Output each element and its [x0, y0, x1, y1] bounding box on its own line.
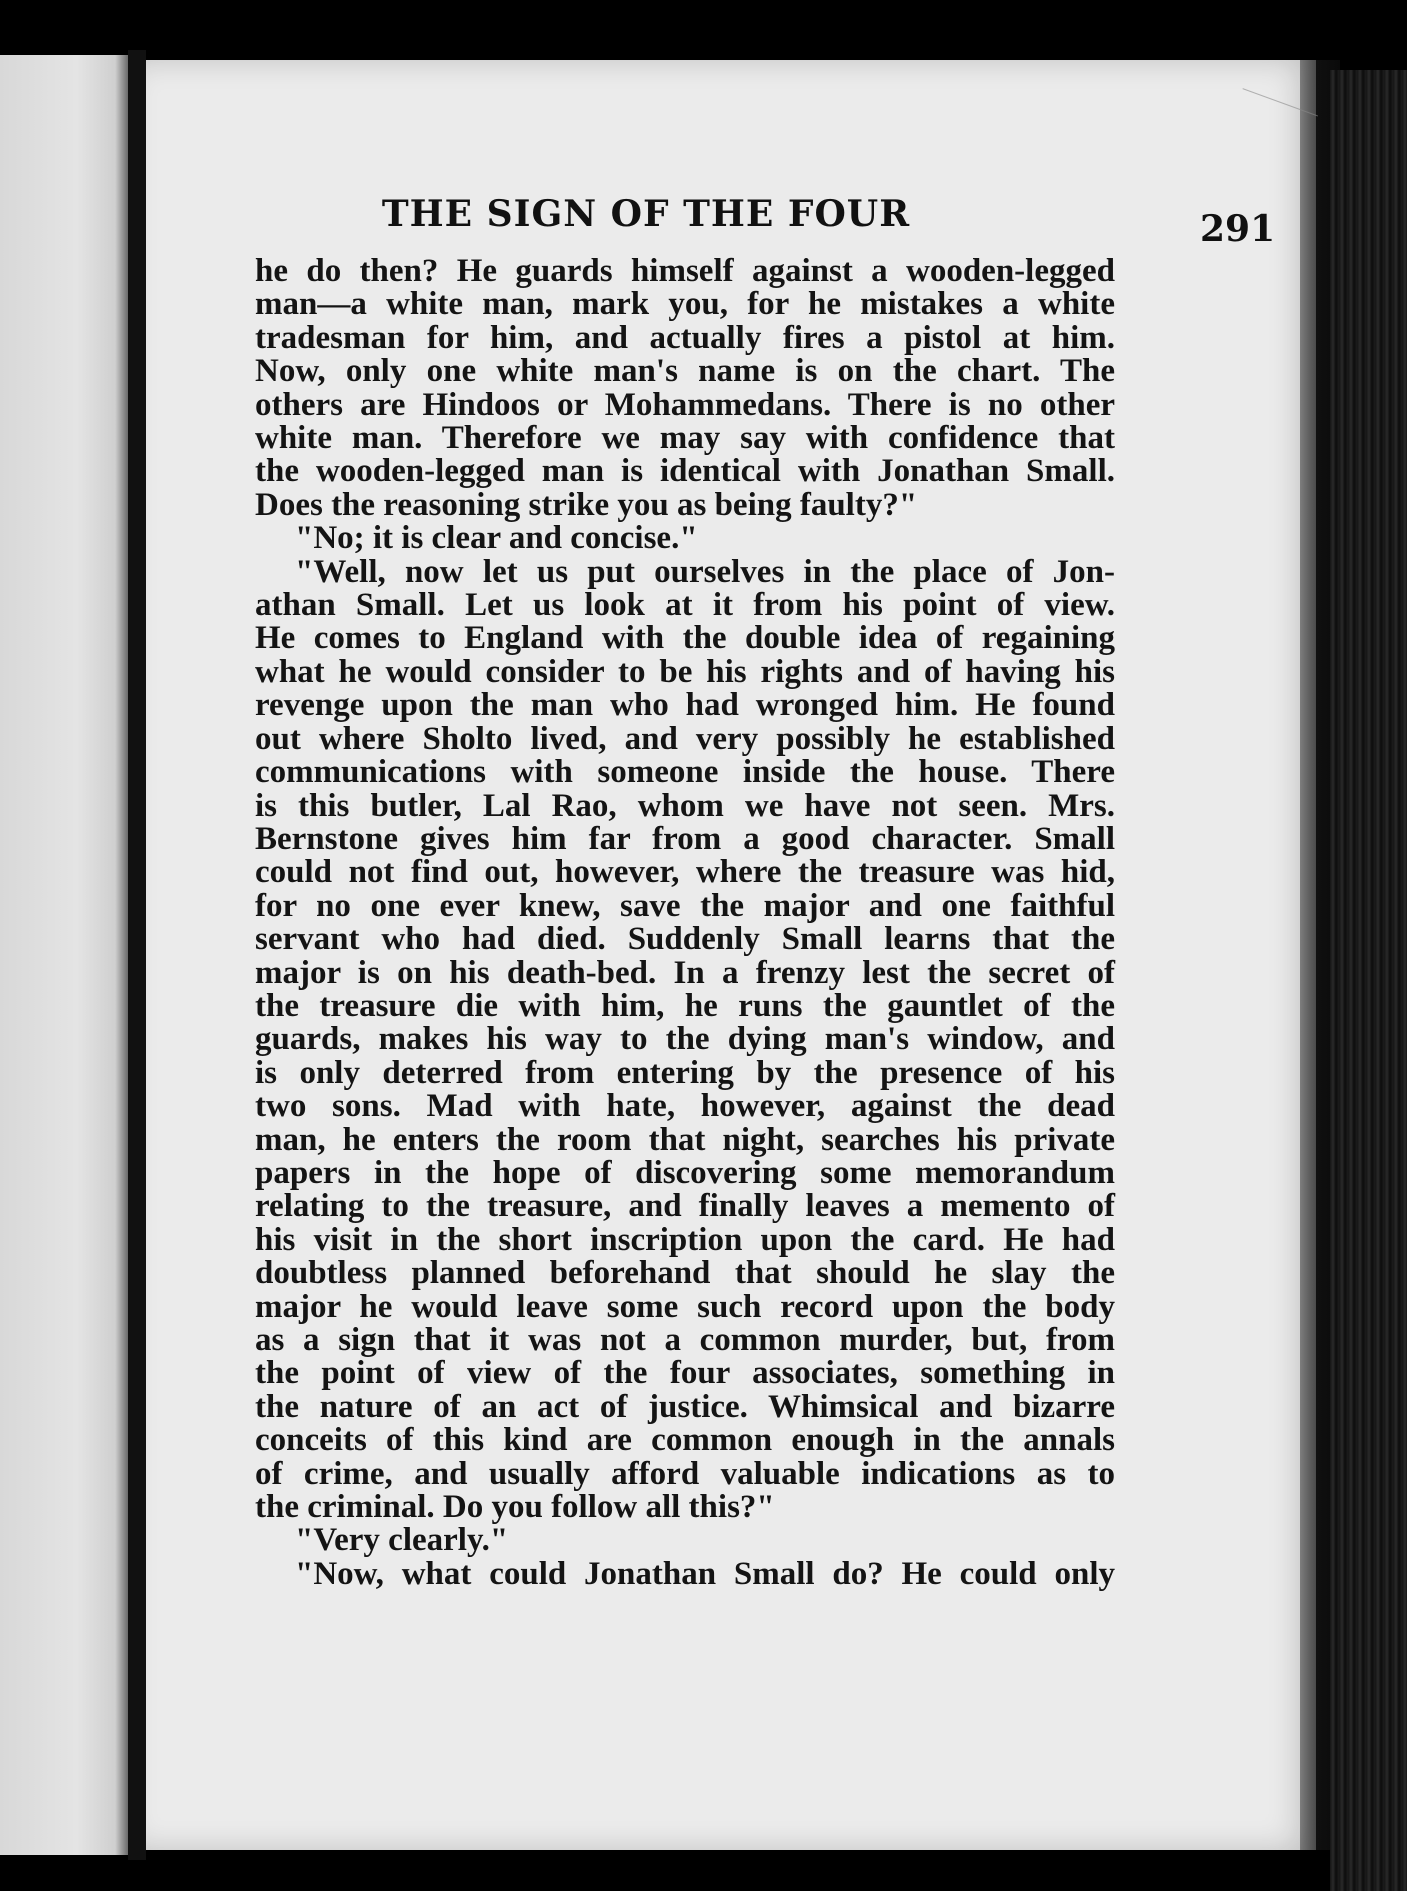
text-line: Bernstone gives him far from a good character. Small	[255, 820, 1115, 857]
text-line: as a sign that it was not a common murder, but, from	[255, 1322, 1115, 1358]
text-line: guards, makes his way to the dying man's window, and	[255, 1021, 1115, 1058]
text-line: he do then? He guards himself against a wooden-legged	[255, 253, 1115, 289]
text-line: communications with someone inside the house. There	[255, 754, 1115, 791]
text-line: papers in the hope of discovering some memorandum	[255, 1154, 1115, 1191]
text-line: revenge upon the man who had wronged him. He found	[255, 687, 1115, 724]
text-line: "No; it is clear and concise."	[295, 520, 698, 557]
text-line: the treasure die with him, he runs the gauntlet of the	[255, 987, 1115, 1024]
text-line: could not find out, however, where the treasure was hid,	[255, 854, 1115, 891]
text-line: doubtless planned beforehand that should he slay the	[255, 1255, 1115, 1292]
text-line: conceits of this kind are common enough in the annals	[255, 1422, 1115, 1459]
gutter-shadow	[128, 50, 146, 1860]
facing-page-edge	[0, 55, 128, 1855]
text-line: is only deterred from entering by the presence of his	[255, 1054, 1115, 1091]
book-edge-stack	[1330, 70, 1407, 1891]
text-line: white man. Therefore we may say with confidence that	[255, 420, 1115, 457]
text-line: the nature of an act of justice. Whimsical and bizarre	[255, 1388, 1115, 1425]
text-line: two sons. Mad with hate, however, against the dead	[255, 1088, 1115, 1125]
text-line: "Very clearly."	[295, 1522, 509, 1559]
text-line: the point of view of the four associates, something in	[255, 1355, 1115, 1392]
text-line: the criminal. Do you follow all this?"	[255, 1489, 775, 1526]
text-line: servant who had died. Suddenly Small learns that the	[255, 921, 1115, 958]
text-line: of crime, and usually afford valuable indications as to	[255, 1455, 1115, 1492]
text-line: out where Sholto lived, and very possibly he established	[255, 720, 1115, 757]
text-line: He comes to England with the double idea of regaining	[255, 620, 1115, 657]
text-line: the wooden-legged man is identical with Jonathan Small.	[255, 453, 1115, 490]
text-line: what he would consider to be his rights and of having his	[255, 653, 1115, 690]
text-line: his visit in the short inscription upon the card. He had	[255, 1221, 1115, 1258]
text-line: Now, only one white man's name is on the chart. The	[255, 353, 1115, 390]
text-line: major is on his death-bed. In a frenzy lest the secret of	[255, 954, 1115, 991]
running-head: THE SIGN OF THE FOUR	[381, 193, 911, 235]
text-line: others are Hindoos or Mohammedans. There is no other	[255, 386, 1115, 423]
text-line: man, he enters the room that night, searches his private	[255, 1121, 1115, 1158]
text-line: major he would leave some such record upon the body	[255, 1288, 1115, 1325]
text-line: "Well, now let us put ourselves in the place of Jon-	[295, 553, 1115, 590]
text-line: Does the reasoning strike you as being faulty?"	[255, 486, 918, 523]
text-line: "Now, what could Jonathan Small do? He could only	[295, 1555, 1115, 1592]
text-line: is this butler, Lal Rao, whom we have not seen. Mrs.	[255, 787, 1115, 824]
text-line: for no one ever knew, save the major and one faithful	[255, 887, 1115, 924]
text-line: athan Small. Let us look at it from his point of view.	[255, 587, 1115, 624]
body-text	[255, 255, 1115, 1591]
text-line: man—a white man, mark you, for he mistakes a white	[255, 286, 1115, 323]
text-line: tradesman for him, and actually fires a pistol at him.	[255, 319, 1115, 356]
text-line: relating to the treasure, and finally leaves a memento of	[255, 1188, 1115, 1225]
page-number: 291	[1200, 208, 1276, 250]
